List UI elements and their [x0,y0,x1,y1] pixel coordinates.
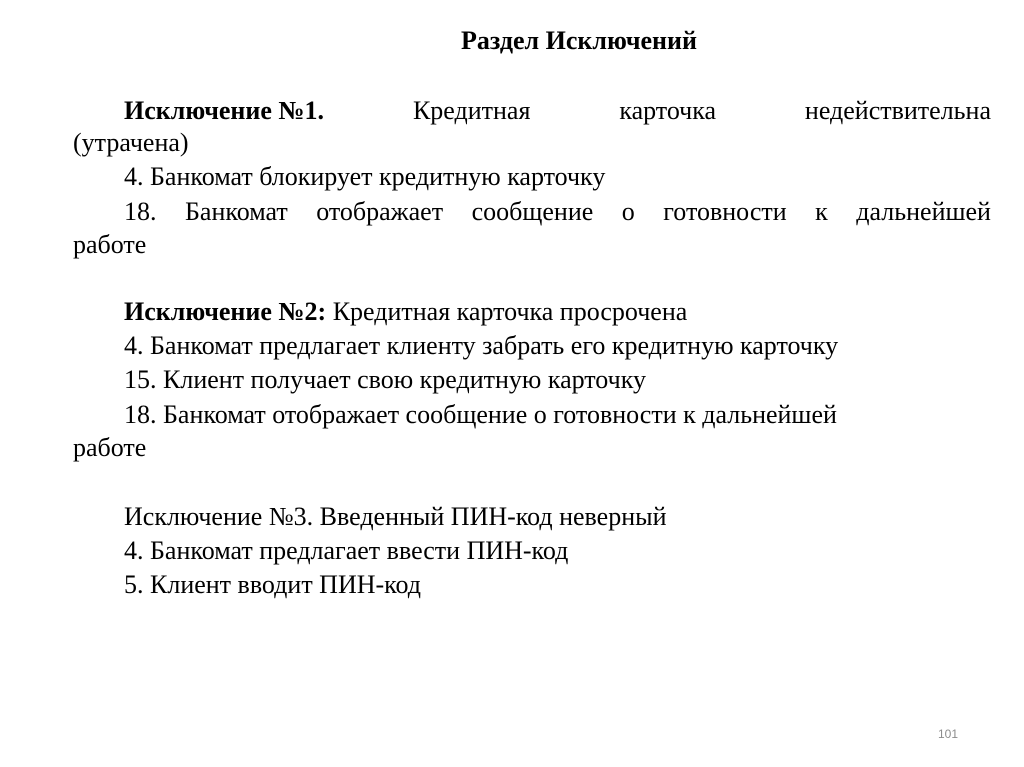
exception-1-step-2-word-2: Банкомат [185,197,288,226]
exception-2-description: Кредитная карточка просрочена [332,297,688,326]
exception-1-step-2-word-3: отображает [316,197,444,226]
exception-1-step-2-word-4: сообщение [471,197,594,226]
exception-1-step-2-word-7: к [815,197,828,226]
exception-1-word-3: недействительна [804,96,991,125]
exception-3-step-2: 5. Клиент вводит ПИН-код [124,570,421,599]
page-number: 101 [938,727,959,741]
exception-1-step-2-cont: работе [73,230,147,259]
exception-3-header [124,502,667,532]
exception-1-header [124,96,991,126]
exception-1-step-2-word-1: 18. [124,197,157,226]
exception-2-step-2: 15. Клиент получает свою кредитную карточку [124,365,646,394]
exception-2-header [124,297,687,327]
exception-1-description-cont: (утрачена) [73,128,189,157]
exception-2-step-3: 18. Банкомат отображает сообщение о готовности к дальнейшей [124,400,837,429]
exception-2-label: Исключение №2: [124,297,327,326]
exception-1-word-1: Кредитная [412,96,531,125]
exception-1-step-2-word-5: о [621,197,635,226]
exception-1-label: Исключение №1. [124,96,325,125]
exception-1-step-2 [124,197,991,227]
exception-1-word-2: карточка [619,96,716,125]
exception-1-step-2-word-8: дальнейшей [856,197,991,226]
exception-3-label: Исключение №3. [124,502,314,531]
exception-2-step-3-cont: работе [73,433,147,462]
exception-3-description: Введенный ПИН-код неверный [319,502,667,531]
exception-1-step-2-word-6: готовности [663,197,787,226]
page-title: Раздел Исключений [461,26,697,55]
exception-3-step-1: 4. Банкомат предлагает ввести ПИН-код [124,536,569,565]
exception-1-step-1: 4. Банкомат блокирует кредитную карточку [124,162,606,191]
exception-2-step-1: 4. Банкомат предлагает клиенту забрать его кредитную карточку [124,331,839,360]
